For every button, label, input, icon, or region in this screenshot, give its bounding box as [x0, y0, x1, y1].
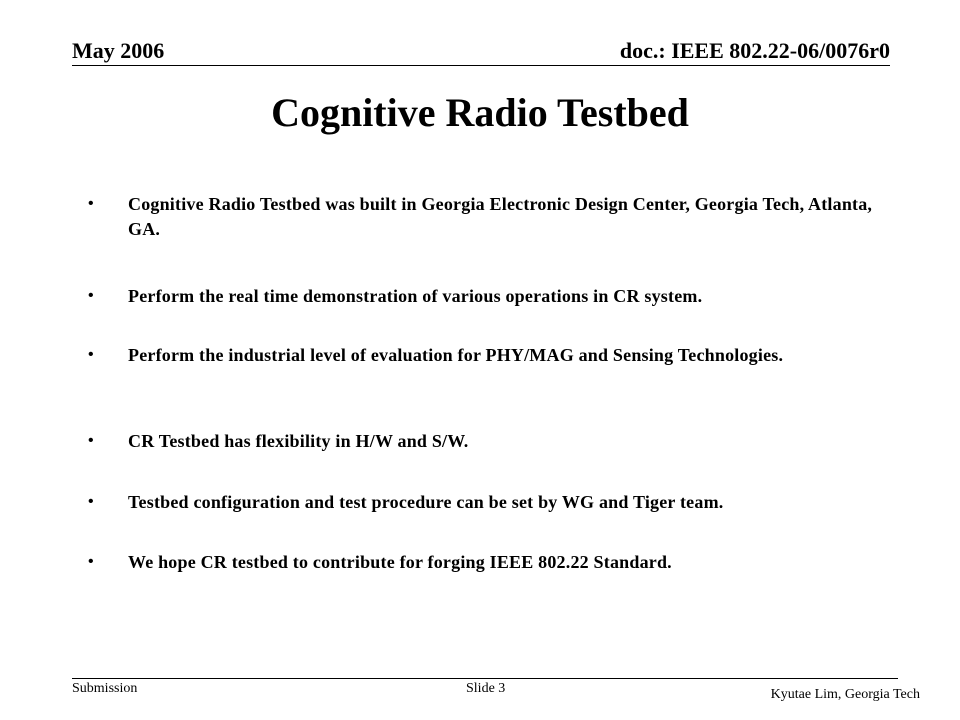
- bullet-text: Perform the real time demonstration of various operations in CR system.: [128, 286, 703, 306]
- bullet-marker: •: [88, 346, 94, 363]
- bullet-marker: •: [88, 287, 94, 304]
- header-doc-id: doc.: IEEE 802.22-06/0076r0: [619, 38, 890, 63]
- bullet-marker: •: [88, 553, 94, 570]
- bullet-marker: •: [88, 195, 94, 212]
- footer-divider: [72, 678, 898, 679]
- slide-title: Cognitive Radio Testbed: [271, 90, 689, 135]
- footer-slide-number: Slide 3: [466, 681, 506, 696]
- bullet-text: Testbed configuration and test procedure can be set by WG and Tiger team.: [128, 492, 724, 512]
- bullet-text: Perform the industrial level of evaluation for PHY/MAG and Sensing Technologies.: [128, 345, 784, 365]
- bullet-marker: •: [88, 432, 94, 449]
- footer-author: Kyutae Lim, Georgia Tech: [770, 687, 920, 702]
- bullet-text: Cognitive Radio Testbed was built in Georgia Electronic Design Center, Georgia Tech, Atlanta, GA.: [128, 194, 873, 239]
- header-date: May 2006: [72, 38, 165, 63]
- bullet-marker: •: [88, 493, 94, 510]
- bullet-text: We hope CR testbed to contribute for forging IEEE 802.22 Standard.: [128, 552, 672, 572]
- footer-submission: Submission: [72, 681, 138, 696]
- bullet-text: CR Testbed has flexibility in H/W and S/W.: [128, 431, 469, 451]
